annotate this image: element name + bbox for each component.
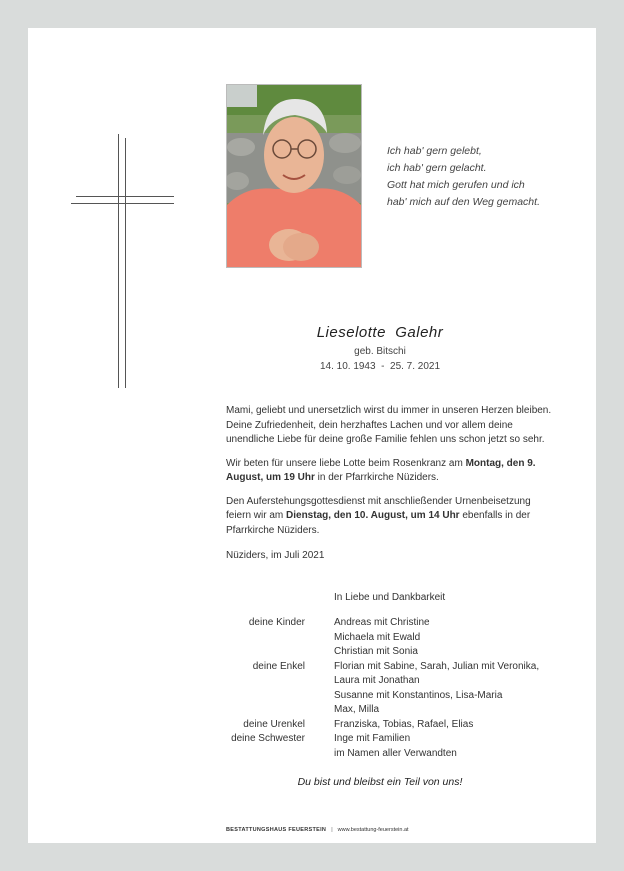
footer-brand: BESTATTUNGSHAUS FEUERSTEIN (226, 827, 327, 833)
portrait-illustration (227, 85, 361, 267)
maiden-name: geb. Bitschi (354, 346, 406, 357)
relative-names: Max, Milla (334, 704, 380, 715)
relative-names: Inge mit Familien (334, 733, 411, 744)
footer-url[interactable]: www.bestattung-feuerstein.at (337, 827, 409, 833)
relation-label: deine Schwester (231, 733, 305, 744)
relative-names: im Namen aller Verwandten (334, 747, 457, 759)
deceased-name: Lieselotte Galehr (316, 324, 444, 341)
relation-label: deine Enkel (252, 660, 305, 672)
signature-row (226, 631, 566, 646)
cross-line (76, 196, 174, 197)
paragraph: Mami, geliebt und unersetzlich wirst du immer in unseren Herzen bleiben. Deine Zufriedenheit, dein herzhaftes Lachen und vor allem deine unendliche Liebe für deine große Familie fehlen uns schon jetzt so sehr. (226, 405, 552, 445)
footer-separator: | (331, 827, 333, 833)
portrait-photo (226, 84, 362, 268)
relation-label: deine Urenkel (243, 718, 305, 730)
signature-row (226, 660, 566, 675)
relative-names: Susanne mit Konstantinos, Lisa-Maria (334, 689, 503, 701)
paragraph: Wir beten für unsere liebe Lotte beim Rosenkranz am Montag, den 9. August, um 19 Uhr in der Pfarrkirche Nüziders. (226, 457, 536, 483)
poem-line: hab' mich auf den Weg gemacht. (387, 196, 540, 208)
relative-names: Franziska, Tobias, Rafael, Elias (334, 718, 474, 730)
obituary-text (226, 404, 558, 573)
poem-line: Ich hab' gern gelebt, (387, 145, 482, 157)
cross-line (118, 134, 119, 388)
cross-line (125, 138, 126, 388)
relative-names: Florian mit Sabine, Sarah, Julian mit Veronika, (334, 660, 540, 672)
place-date: Nüziders, im Juli 2021 (226, 550, 325, 561)
signature-row (226, 645, 566, 660)
signature-intro: In Liebe und Dankbarkeit (334, 592, 446, 603)
signature-row (226, 616, 566, 631)
footer (226, 827, 409, 833)
paragraph: Den Auferstehungsgottesdienst mit anschließender Urnenbeisetzung feiern wir am Dienstag, den 10. August, um 14 Uhr ebenfalls in der Pfarrkirche Nüziders. (226, 495, 531, 536)
obituary-card (28, 28, 596, 843)
signature-row (226, 732, 566, 747)
signature-row (226, 718, 566, 733)
relation-label: deine Kinder (248, 617, 305, 628)
relative-names: Michaela mit Ewald (334, 631, 421, 643)
closing-line: Du bist und bleibst ein Teil von uns! (297, 776, 463, 788)
poem-line: Gott hat mich gerufen und ich (387, 179, 525, 191)
life-dates: 14. 10. 1943 - 25. 7. 2021 (319, 361, 441, 372)
cross-line (71, 203, 174, 204)
signature-row (226, 703, 566, 718)
signature-row (226, 674, 566, 689)
relative-names: Andreas mit Christine (334, 617, 430, 628)
relative-names: Laura mit Jonathan (334, 675, 420, 686)
relative-names: Christian mit Sonia (334, 646, 418, 657)
poem-line: ich hab' gern gelacht. (387, 162, 487, 174)
signature-row (226, 747, 566, 762)
signature-row (226, 689, 566, 704)
poem (387, 143, 587, 211)
